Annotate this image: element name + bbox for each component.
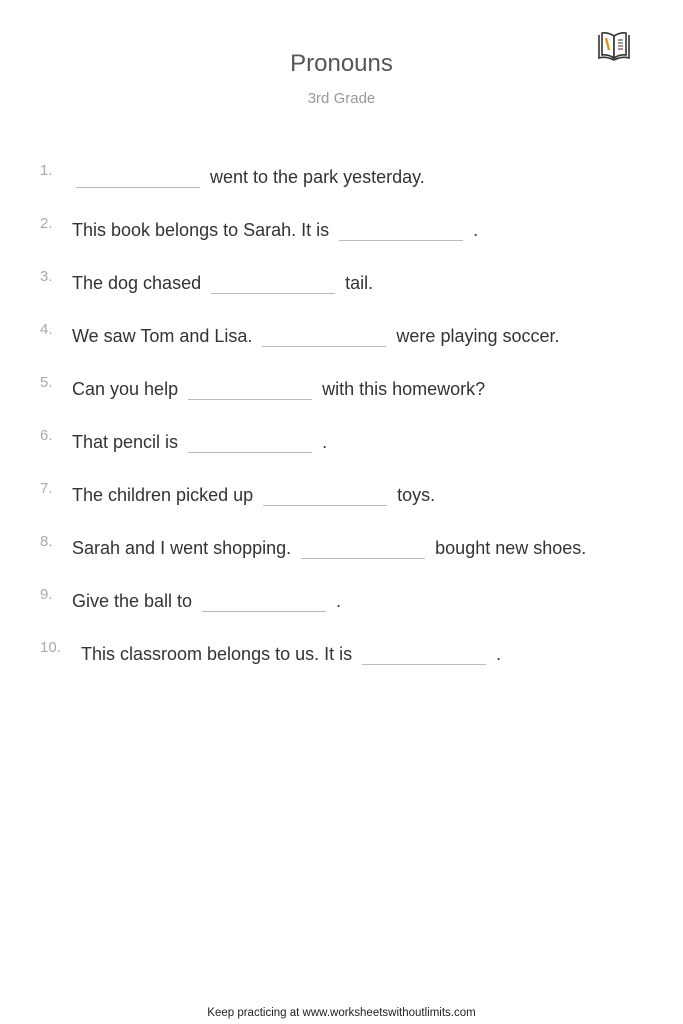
answer-blank[interactable] xyxy=(76,167,200,188)
answer-blank[interactable] xyxy=(263,485,387,506)
question-number: 10. xyxy=(40,639,61,656)
sentence-text: went to the park yesterday. xyxy=(210,167,425,187)
answer-blank[interactable] xyxy=(211,273,335,294)
sentence-text: The dog chased xyxy=(72,273,202,293)
question-sentence xyxy=(72,162,425,188)
answer-blank[interactable] xyxy=(188,432,312,453)
sentence-text: . xyxy=(496,644,502,664)
question-sentence xyxy=(72,321,560,347)
sentence-text: . xyxy=(473,220,479,240)
sentence-text: Sarah and I went shopping. xyxy=(72,538,292,558)
question-number: 8. xyxy=(40,533,53,550)
question-sentence xyxy=(72,533,586,559)
sentence-text: This classroom belongs to us. It is xyxy=(81,644,353,664)
question-sentence xyxy=(72,427,327,453)
answer-blank[interactable] xyxy=(362,644,486,665)
question-sentence xyxy=(81,639,501,665)
question-number: 5. xyxy=(40,374,53,391)
sentence-text: The children picked up xyxy=(72,485,254,505)
open-book-pencil-icon xyxy=(596,30,632,64)
question-sentence xyxy=(72,480,435,506)
sentence-text: We saw Tom and Lisa. xyxy=(72,326,253,346)
sentence-text: Give the ball to xyxy=(72,591,193,611)
sentence-text: bought new shoes. xyxy=(435,538,587,558)
question-number: 3. xyxy=(40,268,53,285)
answer-blank[interactable] xyxy=(188,379,312,400)
worksheet-title: Pronouns xyxy=(290,50,393,77)
answer-blank[interactable] xyxy=(339,220,463,241)
sentence-text: tail. xyxy=(345,273,374,293)
question-number: 7. xyxy=(40,480,53,497)
worksheet-subtitle: 3rd Grade xyxy=(307,90,376,107)
footer-text: Keep practicing at www.worksheetswithoutlimits.com xyxy=(207,1007,476,1019)
answer-blank[interactable] xyxy=(301,538,425,559)
question-number: 9. xyxy=(40,586,53,603)
sentence-text: . xyxy=(336,591,342,611)
question-sentence xyxy=(72,374,485,400)
sentence-text: with this homework? xyxy=(322,379,486,399)
sentence-text: were playing soccer. xyxy=(396,326,560,346)
question-number: 2. xyxy=(40,215,53,232)
sentence-text: This book belongs to Sarah. It is xyxy=(72,220,330,240)
question-sentence xyxy=(72,586,341,612)
sentence-text: Can you help xyxy=(72,379,179,399)
question-number: 6. xyxy=(40,427,53,444)
question-number: 4. xyxy=(40,321,53,338)
sentence-text: . xyxy=(322,432,328,452)
sentence-text: That pencil is xyxy=(72,432,179,452)
sentence-text: toys. xyxy=(397,485,436,505)
question-sentence xyxy=(72,215,478,241)
answer-blank[interactable] xyxy=(262,326,386,347)
question-number: 1. xyxy=(40,162,53,179)
answer-blank[interactable] xyxy=(202,591,326,612)
question-sentence xyxy=(72,268,373,294)
